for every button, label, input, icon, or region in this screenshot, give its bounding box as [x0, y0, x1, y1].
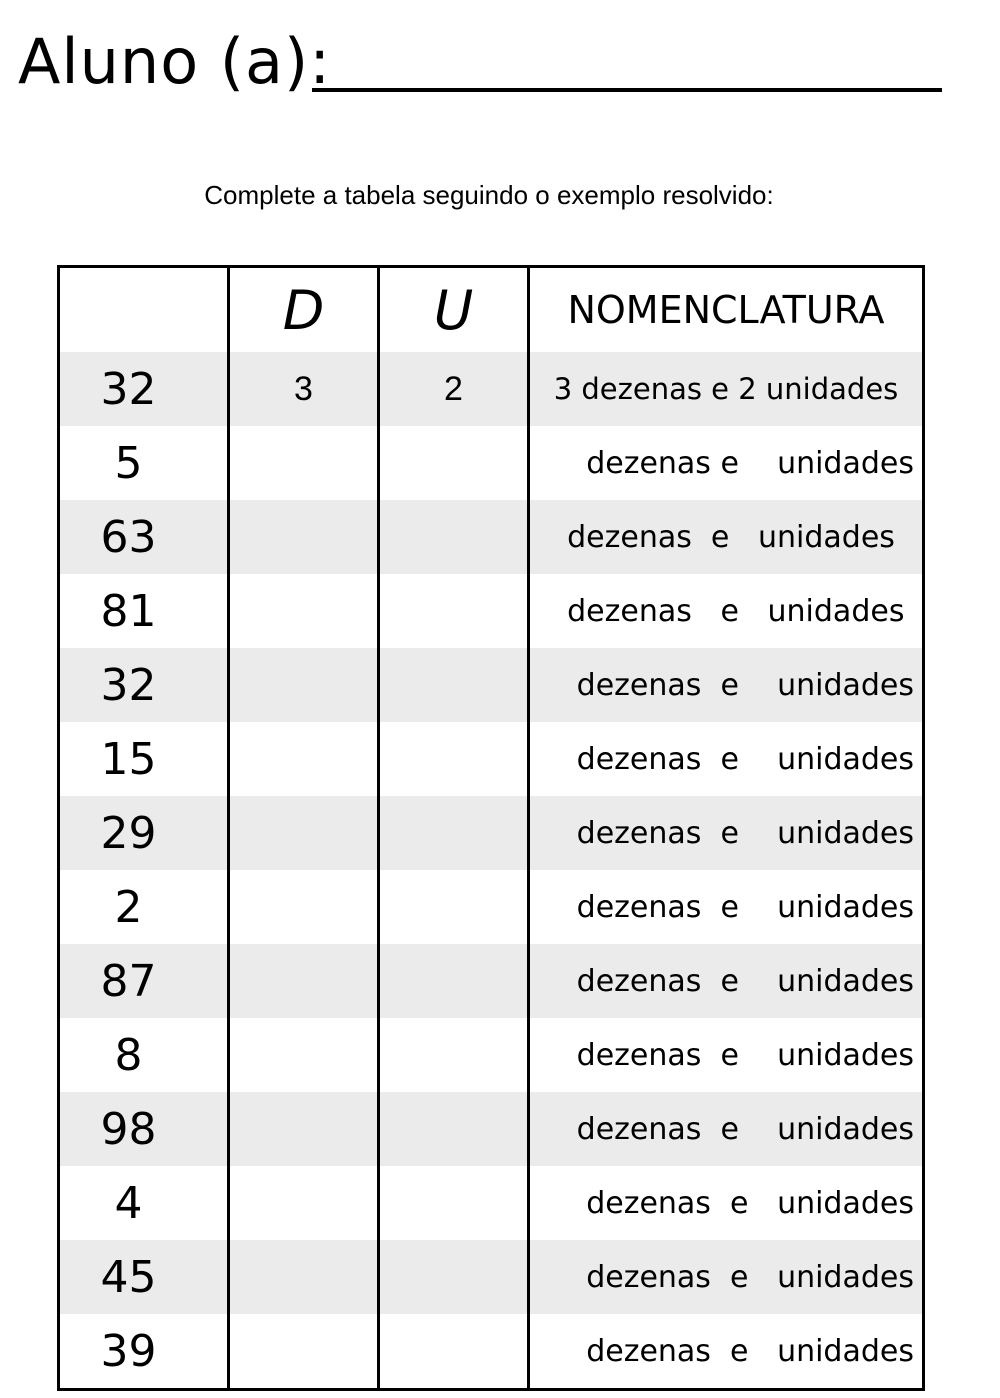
nomenclatura-cell[interactable]: dezenas e unidades [529, 1018, 924, 1092]
table-row [59, 500, 924, 574]
dezenas-cell[interactable] [229, 648, 379, 722]
number-cell: 15 [59, 722, 229, 796]
table-row [59, 1166, 924, 1240]
table-header-row [59, 267, 924, 353]
dezenas-cell[interactable] [229, 870, 379, 944]
nomenclatura-cell[interactable]: dezenas e unidades [529, 1314, 924, 1390]
table-row [59, 796, 924, 870]
header-number [59, 267, 229, 353]
unidades-cell[interactable] [379, 426, 529, 500]
unidades-cell[interactable] [379, 1240, 529, 1314]
student-label: Aluno (a): [18, 25, 332, 98]
place-value-table-container [57, 265, 922, 1395]
number-cell: 29 [59, 796, 229, 870]
unidades-cell[interactable] [379, 1018, 529, 1092]
unidades-cell[interactable] [379, 648, 529, 722]
nomenclatura-cell: 3 dezenas e 2 unidades [529, 352, 924, 426]
number-cell: 32 [59, 352, 229, 426]
dezenas-cell[interactable] [229, 1018, 379, 1092]
table-row [59, 1314, 924, 1390]
header-dezenas: D [229, 267, 379, 353]
nomenclatura-cell[interactable]: dezenas e unidades [529, 870, 924, 944]
unidades-cell[interactable] [379, 870, 529, 944]
number-cell: 4 [59, 1166, 229, 1240]
number-cell: 8 [59, 1018, 229, 1092]
number-cell: 63 [59, 500, 229, 574]
number-cell: 39 [59, 1314, 229, 1390]
nomenclatura-cell[interactable]: dezenas e unidades [529, 796, 924, 870]
dezenas-cell[interactable] [229, 1314, 379, 1390]
table-row [59, 574, 924, 648]
unidades-cell[interactable] [379, 1166, 529, 1240]
unidades-cell[interactable] [379, 500, 529, 574]
dezenas-cell[interactable] [229, 426, 379, 500]
number-cell: 87 [59, 944, 229, 1018]
table-row [59, 1240, 924, 1314]
unidades-cell: 2 [379, 352, 529, 426]
unidades-cell[interactable] [379, 1092, 529, 1166]
nomenclatura-cell[interactable]: dezenas e unidades [529, 722, 924, 796]
unidades-cell[interactable] [379, 574, 529, 648]
dezenas-cell[interactable] [229, 796, 379, 870]
place-value-table [57, 265, 925, 1391]
nomenclatura-cell[interactable]: dezenas e unidades [529, 1166, 924, 1240]
unidades-cell[interactable] [379, 796, 529, 870]
table-row [59, 944, 924, 1018]
nomenclatura-cell[interactable]: dezenas e unidades [529, 426, 924, 500]
nomenclatura-cell[interactable]: dezenas e unidades [529, 944, 924, 1018]
number-cell: 45 [59, 1240, 229, 1314]
table-row [59, 1018, 924, 1092]
nomenclatura-cell[interactable]: dezenas e unidades [529, 1240, 924, 1314]
header-nomenclatura: NOMENCLATURA [529, 267, 924, 353]
dezenas-cell[interactable] [229, 574, 379, 648]
number-cell: 98 [59, 1092, 229, 1166]
unidades-cell[interactable] [379, 1314, 529, 1390]
header-unidades: U [379, 267, 529, 353]
nomenclatura-cell[interactable]: dezenas e unidades [529, 574, 924, 648]
table-row [59, 648, 924, 722]
number-cell: 5 [59, 426, 229, 500]
table-row [59, 870, 924, 944]
unidades-cell[interactable] [379, 944, 529, 1018]
number-cell: 81 [59, 574, 229, 648]
nomenclatura-cell[interactable]: dezenas e unidades [529, 648, 924, 722]
dezenas-cell: 3 [229, 352, 379, 426]
table-row [59, 1092, 924, 1166]
student-name-header [18, 18, 948, 108]
table-row [59, 352, 924, 426]
dezenas-cell[interactable] [229, 722, 379, 796]
table-row [59, 426, 924, 500]
dezenas-cell[interactable] [229, 500, 379, 574]
table-body [59, 352, 924, 1390]
instruction-text: Complete a tabela seguindo o exemplo resolvido: [204, 180, 774, 210]
unidades-cell[interactable] [379, 722, 529, 796]
number-cell: 32 [59, 648, 229, 722]
dezenas-cell[interactable] [229, 1166, 379, 1240]
dezenas-cell[interactable] [229, 1092, 379, 1166]
student-name-blank-line[interactable] [312, 88, 942, 92]
dezenas-cell[interactable] [229, 1240, 379, 1314]
dezenas-cell[interactable] [229, 944, 379, 1018]
nomenclatura-cell[interactable]: dezenas e unidades [529, 1092, 924, 1166]
table-row [59, 722, 924, 796]
nomenclatura-cell[interactable]: dezenas e unidades [529, 500, 924, 574]
number-cell: 2 [59, 870, 229, 944]
